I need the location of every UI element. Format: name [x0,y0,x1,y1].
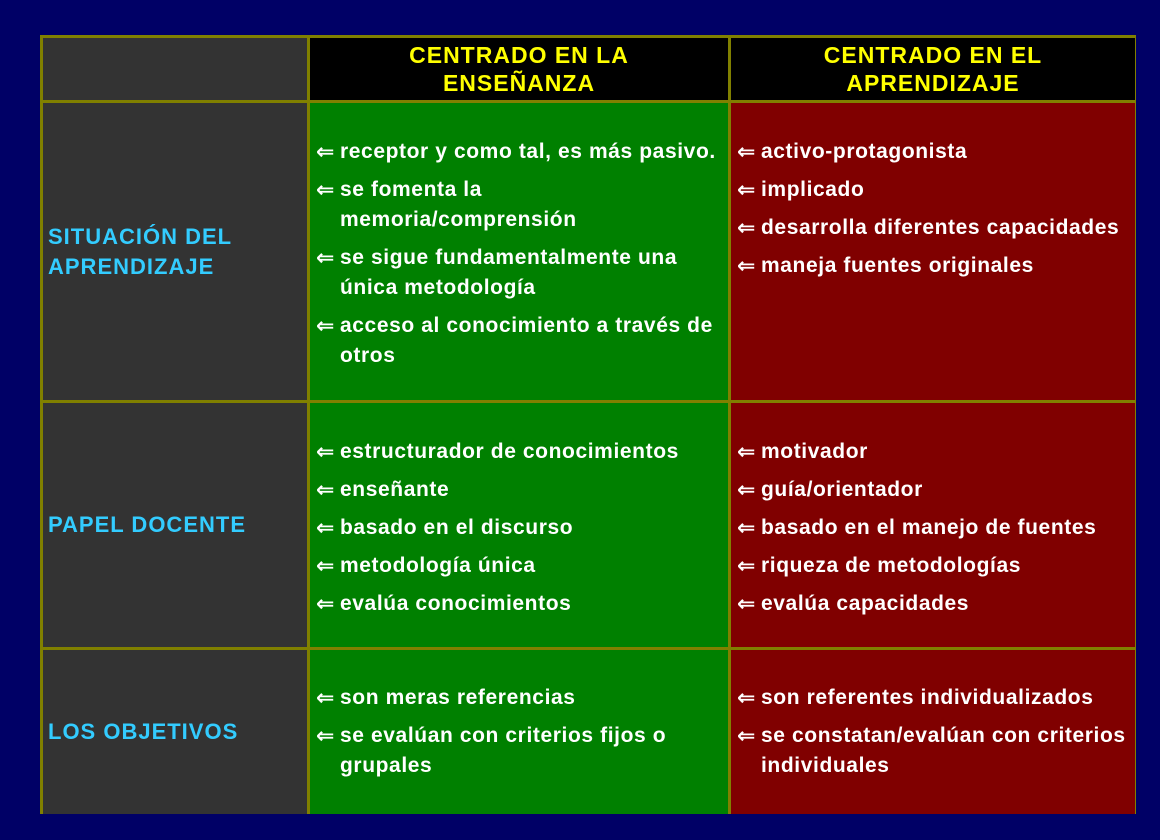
list-item-text: basado en el discurso [340,516,574,539]
left-arrow-icon: ⇐ [737,515,757,540]
left-arrow-icon: ⇐ [737,439,757,464]
left-arrow-icon: ⇐ [737,591,757,616]
list-item [737,137,1129,167]
left-arrow-icon: ⇐ [316,245,336,270]
list-item [737,213,1129,243]
left-arrow-icon: ⇐ [737,177,757,202]
list-item-text: se fomenta la memoria/comprensión [340,178,577,231]
list-item [316,137,722,167]
list-item [316,721,722,781]
list-item [737,721,1129,781]
left-arrow-icon: ⇐ [316,439,336,464]
list-item-text: enseñante [340,478,450,501]
list-item-text: riqueza de metodologías [761,554,1022,577]
list-item-text: acceso al conocimiento a través de otros [340,314,713,367]
list-item [737,589,1129,619]
row-label-objetivos [43,650,307,814]
list-item-text: receptor y como tal, es más pasivo. [340,140,716,163]
list-item-text: maneja fuentes originales [761,254,1034,277]
left-arrow-icon: ⇐ [316,591,336,616]
list-item-text: evalúa capacidades [761,592,970,615]
left-arrow-icon: ⇐ [737,477,757,502]
list-item [316,513,722,543]
list-item [316,437,722,467]
row-label-situacion [43,103,307,400]
corner-cell [43,38,307,100]
list-item-text: estructurador de conocimientos [340,440,679,463]
list-item [737,551,1129,581]
row-label-papel-docente [43,403,307,647]
list-item-text: son meras referencias [340,686,576,709]
item-list [731,403,1135,619]
learning-cell-situacion [731,103,1135,400]
item-list [310,103,728,371]
list-item [737,513,1129,543]
learning-cell-papel-docente [731,403,1135,647]
left-arrow-icon: ⇐ [316,477,336,502]
teaching-cell-situacion [310,103,728,400]
list-item-text: motivador [761,440,868,463]
row-label-text: LOS OBJETIVOS [48,719,239,744]
list-item [316,551,722,581]
item-list [731,103,1135,281]
list-item [316,589,722,619]
left-arrow-icon: ⇐ [737,215,757,240]
teaching-cell-objetivos [310,650,728,814]
list-item [316,175,722,235]
list-item-text: se evalúan con criterios fijos o grupales [340,724,667,777]
list-item-text: se constatan/evalúan con criterios individuales [761,724,1126,777]
left-arrow-icon: ⇐ [316,515,336,540]
list-item [316,475,722,505]
header-learning-centered [731,38,1135,100]
list-item [316,683,722,713]
list-item [737,437,1129,467]
list-item-text: son referentes individualizados [761,686,1094,709]
list-item-text: se sigue fundamentalmente una única metodología [340,246,678,299]
header-learning-label: CENTRADO EN EL APRENDIZAJE [823,42,1043,96]
left-arrow-icon: ⇐ [316,139,336,164]
left-arrow-icon: ⇐ [316,723,336,748]
header-teaching-centered [310,38,728,100]
list-item [737,175,1129,205]
left-arrow-icon: ⇐ [316,313,336,338]
list-item-text: implicado [761,178,865,201]
list-item-text: evalúa conocimientos [340,592,572,615]
list-item [316,311,722,371]
row-label-text: SITUACIÓN DEL APRENDIZAJE [48,223,232,279]
list-item [737,475,1129,505]
left-arrow-icon: ⇐ [737,139,757,164]
list-item-text: metodología única [340,554,536,577]
left-arrow-icon: ⇐ [316,553,336,578]
list-item [316,243,722,303]
list-item-text: basado en el manejo de fuentes [761,516,1097,539]
list-item-text: activo-protagonista [761,140,968,163]
item-list [731,650,1135,781]
list-item-text: guía/orientador [761,478,923,501]
item-list [310,650,728,781]
left-arrow-icon: ⇐ [737,723,757,748]
comparison-table [40,35,1136,814]
left-arrow-icon: ⇐ [737,253,757,278]
list-item [737,251,1129,281]
header-teaching-label: CENTRADO EN LA ENSEÑANZA [409,42,629,96]
list-item-text: desarrolla diferentes capacidades [761,216,1120,239]
teaching-cell-papel-docente [310,403,728,647]
left-arrow-icon: ⇐ [316,685,336,710]
left-arrow-icon: ⇐ [737,685,757,710]
left-arrow-icon: ⇐ [316,177,336,202]
row-label-text: PAPEL DOCENTE [48,512,246,537]
left-arrow-icon: ⇐ [737,553,757,578]
learning-cell-objetivos [731,650,1135,814]
item-list [310,403,728,619]
list-item [737,683,1129,713]
